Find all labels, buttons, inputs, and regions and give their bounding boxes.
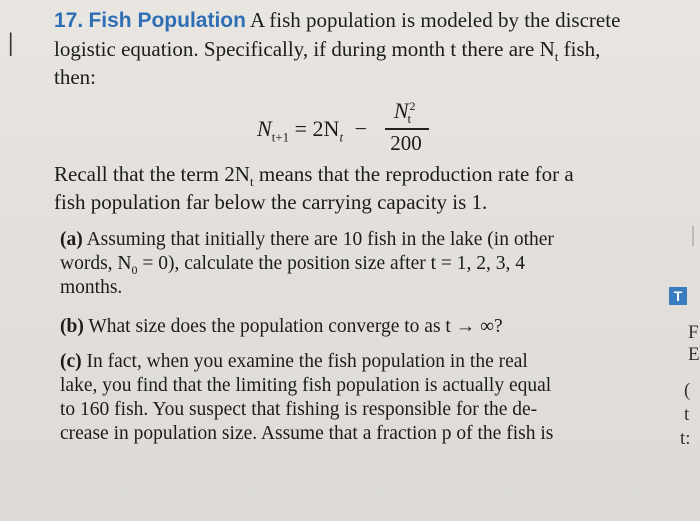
right-fragment-5: t:: [680, 428, 691, 449]
problem-intro-line2: [54, 35, 600, 71]
right-fragment-2: E: [688, 344, 700, 365]
part-a-label: (a): [60, 229, 83, 250]
intro-line2-text: logistic equation. Specifically, if during month t there are N: [54, 37, 555, 61]
recall-text1: Recall that the term 2N: [54, 162, 250, 186]
eq-lhs-N: N: [257, 116, 272, 141]
part-a-text1: Assuming that initially there are 10 fish in the lake (in other: [86, 229, 554, 250]
recall-line2: fish population far below the carrying capacity is 1.: [54, 190, 488, 214]
eq-numerator-sup: 2: [409, 98, 416, 113]
problem-intro-line1: [54, 6, 620, 35]
eq-numerator-N: N: [393, 98, 409, 123]
column-edge-line: [692, 226, 694, 246]
right-fragment-3: (: [684, 380, 691, 401]
eq-denominator: 200: [390, 131, 422, 155]
eq-lhs-sub: t+1: [271, 129, 290, 145]
part-b-text: What size does the population converge to as t → ∞?: [88, 316, 503, 337]
part-a-text2: words, N: [60, 253, 132, 274]
part-c-text1: In fact, when you examine the fish population in the real: [86, 351, 528, 372]
eq-minus: −: [354, 116, 367, 141]
part-a-sub: 0: [131, 262, 138, 277]
problem-number: 17.: [54, 9, 84, 32]
text-cursor-icon: I: [6, 26, 16, 64]
problem-title: Fish Population: [88, 9, 246, 32]
right-fragment-4: t: [684, 404, 690, 425]
part-c-line4: crease in population size. Assume that a fraction p of the fish is: [60, 423, 554, 444]
eq-numerator: [384, 98, 428, 127]
equation-lhs: [257, 116, 367, 145]
part-a-text2-end: = 0), calculate the position size after t = 1, 2, 3, 4: [137, 253, 526, 274]
eq-middle-sub: t: [339, 129, 344, 145]
right-fragment-1: F: [688, 322, 699, 343]
fraction-bar: [385, 128, 429, 130]
eq-numerator-sub: t: [407, 111, 412, 127]
eq-middle: = 2N: [294, 116, 340, 141]
problem-intro-text1: A fish population is modeled by the discrete: [250, 8, 621, 32]
part-c-line3: to 160 fish. You suspect that fishing is responsible for the de-: [60, 399, 538, 420]
section-marker-box: T: [669, 287, 687, 305]
part-a-line1: [60, 228, 554, 252]
part-b-line: [60, 315, 503, 339]
recall-text1-end: means that the reproduction rate for a: [253, 162, 574, 186]
part-c-line1: [60, 350, 528, 374]
recall-sub: t: [249, 174, 254, 190]
part-a-line2: [60, 252, 525, 282]
part-c-line2: lake, you find that the limiting fish population is actually equal: [60, 375, 552, 396]
intro-line2-sub: t: [554, 49, 559, 65]
part-a-line3: months.: [60, 277, 123, 298]
part-b-label: (b): [60, 316, 84, 337]
part-c-label: (c): [60, 351, 82, 372]
intro-line2-end: fish,: [558, 37, 601, 61]
problem-intro-line3: then:: [54, 65, 96, 89]
